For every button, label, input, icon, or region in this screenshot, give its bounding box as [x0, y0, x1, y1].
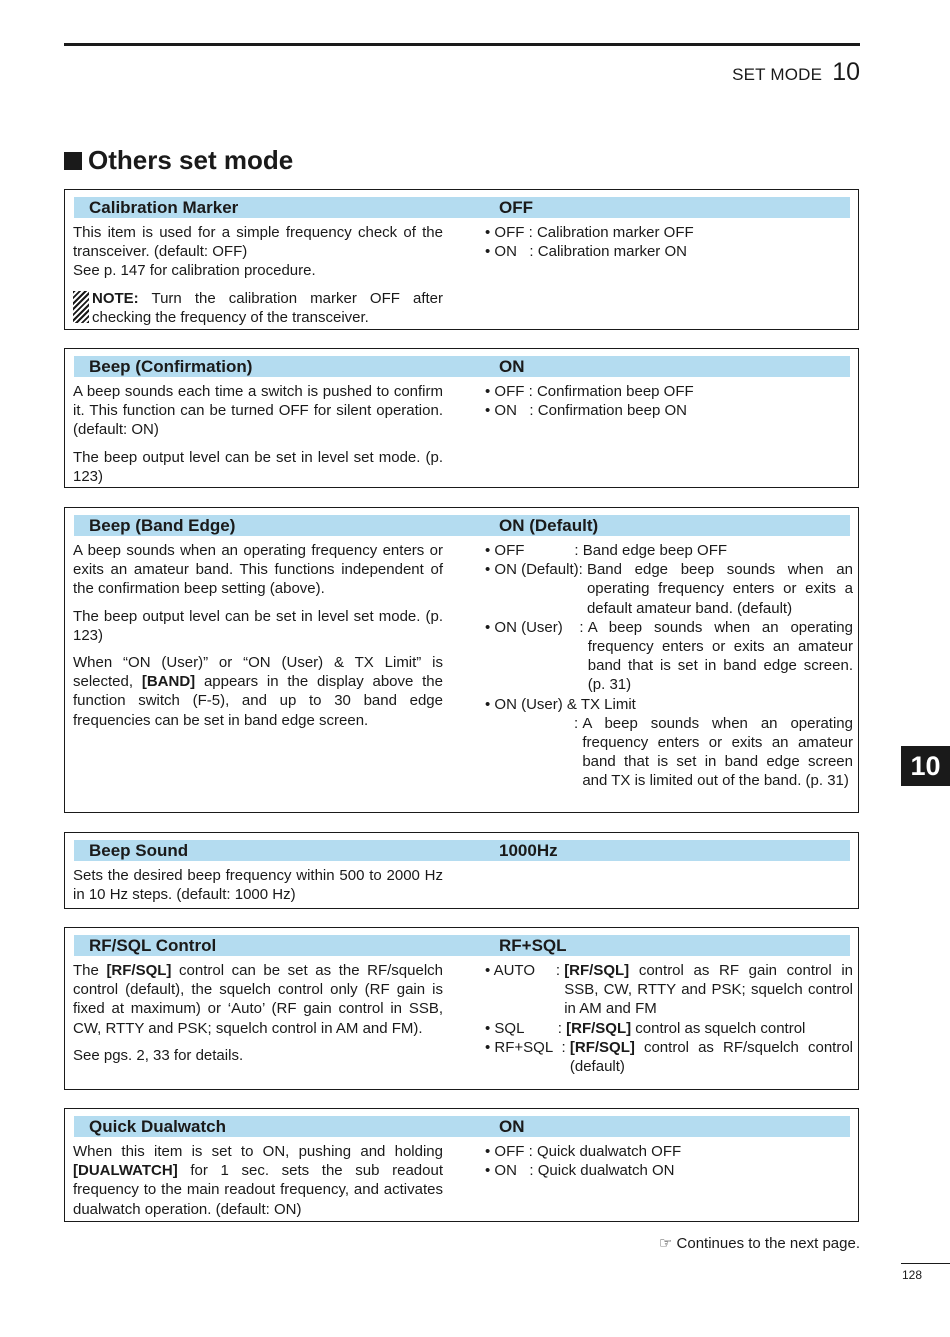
continues-note: ☞ Continues to the next page. — [658, 1235, 860, 1252]
setting-name: Beep (Band Edge) — [89, 516, 236, 535]
setting-options — [485, 1142, 853, 1180]
setting-description — [73, 866, 443, 912]
description-text: A beep sounds each time a switch is pushed to confirm it. This function can be turned OFF for silent operation. (default: ON) — [73, 383, 443, 439]
setting-value: 1000Hz — [499, 841, 558, 860]
section-label: SET MODE — [732, 65, 823, 84]
setting-name: Quick Dualwatch — [89, 1117, 226, 1136]
setting-description — [73, 223, 443, 327]
setting-rf-sql-control — [64, 927, 859, 1090]
setting-value: ON — [499, 357, 525, 376]
note-hatch-icon — [73, 291, 89, 323]
option-item: • ON (Default) : Band edge beep sounds when an operating frequency enters or exits a default amateur band. (default) — [485, 561, 853, 617]
setting-name: Beep (Confirmation) — [89, 357, 253, 376]
description-text: The [RF/SQL] control can be set as the RF/squelch control (default), the squelch control only (RF gain is fixed at maximum) or ‘Auto’ (RF gain control in SSB, CW, RTTY and PSK; squelch control in AM and FM). — [73, 962, 443, 1037]
setting-value: OFF — [499, 198, 533, 217]
setting-name: RF/SQL Control — [89, 936, 217, 955]
option-item-description: : A beep sounds when an operating frequency enters or exits an amateur band that is set in band edge screen and TX is limited out of the band. (p. 31) — [574, 714, 853, 790]
option-item: • RF+SQL : [RF/SQL] control as RF/squelch control (default) — [485, 1038, 853, 1076]
description-text: Sets the desired beep frequency within 500 to 2000 Hz in 10 Hz steps. (default: 1000 Hz) — [73, 867, 443, 904]
option-item: • ON (User) : A beep sounds when an operating frequency enters or exits an amateur band that is set in band edge screen. (p. 31) — [485, 618, 853, 694]
description-text: See p. 147 for calibration procedure. — [73, 262, 316, 280]
chapter-number: 10 — [832, 58, 860, 86]
footer-rule — [901, 1263, 950, 1264]
setting-value: ON (Default) — [499, 516, 599, 535]
setting-name: Calibration Marker — [89, 198, 239, 217]
setting-calibration-marker — [64, 189, 859, 330]
setting-beep-sound — [64, 832, 859, 909]
setting-options — [485, 223, 853, 261]
setting-beep-band-edge — [64, 507, 859, 813]
note — [73, 289, 443, 327]
option-item: • OFF : Quick dualwatch OFF — [485, 1143, 682, 1160]
description-text: See pgs. 2, 33 for details. — [73, 1046, 244, 1064]
description-text: A beep sounds when an operating frequency enters or exits an amateur band. This functions independent of the confirmation beep setting (above). — [73, 542, 443, 598]
running-header — [732, 58, 860, 87]
setting-header — [74, 840, 850, 861]
setting-options — [485, 382, 853, 420]
setting-value: RF+SQL — [499, 936, 567, 955]
setting-description — [73, 1142, 443, 1227]
setting-header — [74, 1116, 850, 1137]
section-title-text: Others set mode — [88, 145, 294, 175]
description-text: The beep output level can be set in level set mode. (p. 123) — [73, 448, 443, 485]
description-text: When “ON (User)” or “ON (User) & TX Limit” is selected, [BAND] appears in the display above the function switch (F-5), and up to 30 band edge frequencies can be set in band edge screen. — [73, 654, 443, 729]
setting-description — [73, 961, 443, 1073]
setting-options — [485, 541, 853, 791]
setting-beep-confirmation — [64, 348, 859, 488]
option-item: • ON (User) & TX Limit — [485, 695, 636, 713]
option-item: • ON : Calibration marker ON — [485, 243, 687, 261]
section-title — [64, 145, 293, 176]
option-item: • ON : Quick dualwatch ON — [485, 1162, 675, 1180]
setting-header — [74, 515, 850, 536]
option-item: • OFF : Band edge beep OFF — [485, 542, 728, 559]
option-item: • AUTO : [RF/SQL] control as RF gain control in SSB, CW, RTTY and PSK; squelch control in AM and FM — [485, 962, 853, 1018]
option-item: • SQL : [RF/SQL] control as squelch control — [485, 1019, 806, 1037]
option-item: • ON : Confirmation beep ON — [485, 402, 688, 420]
setting-description — [73, 382, 443, 494]
option-item: • OFF : Confirmation beep OFF — [485, 383, 694, 400]
note-label: NOTE: — [92, 289, 139, 307]
description-text: The beep output level can be set in level set mode. (p. 123) — [73, 607, 443, 644]
note-text: Turn the calibration marker OFF after checking the frequency of the transceiver. — [92, 289, 443, 326]
chapter-tab: 10 — [901, 746, 950, 786]
setting-header — [74, 935, 850, 956]
page-number: 128 — [902, 1268, 923, 1282]
setting-options — [485, 961, 853, 1076]
option-item: • OFF : Calibration marker OFF — [485, 224, 694, 241]
setting-header — [74, 356, 850, 377]
setting-description — [73, 541, 443, 738]
setting-header — [74, 197, 850, 218]
top-rule — [64, 43, 860, 46]
description-text: When this item is set to ON, pushing and holding [DUALWATCH] for 1 sec. sets the sub readout frequency to the main readout frequency, and activates dualwatch operation. (default: ON) — [73, 1143, 443, 1218]
description-text: This item is used for a simple frequency check of the transceiver. (default: OFF) — [73, 224, 443, 261]
setting-quick-dualwatch — [64, 1108, 859, 1222]
square-bullet-icon — [64, 152, 82, 170]
setting-value: ON — [499, 1117, 525, 1136]
setting-name: Beep Sound — [89, 841, 189, 860]
